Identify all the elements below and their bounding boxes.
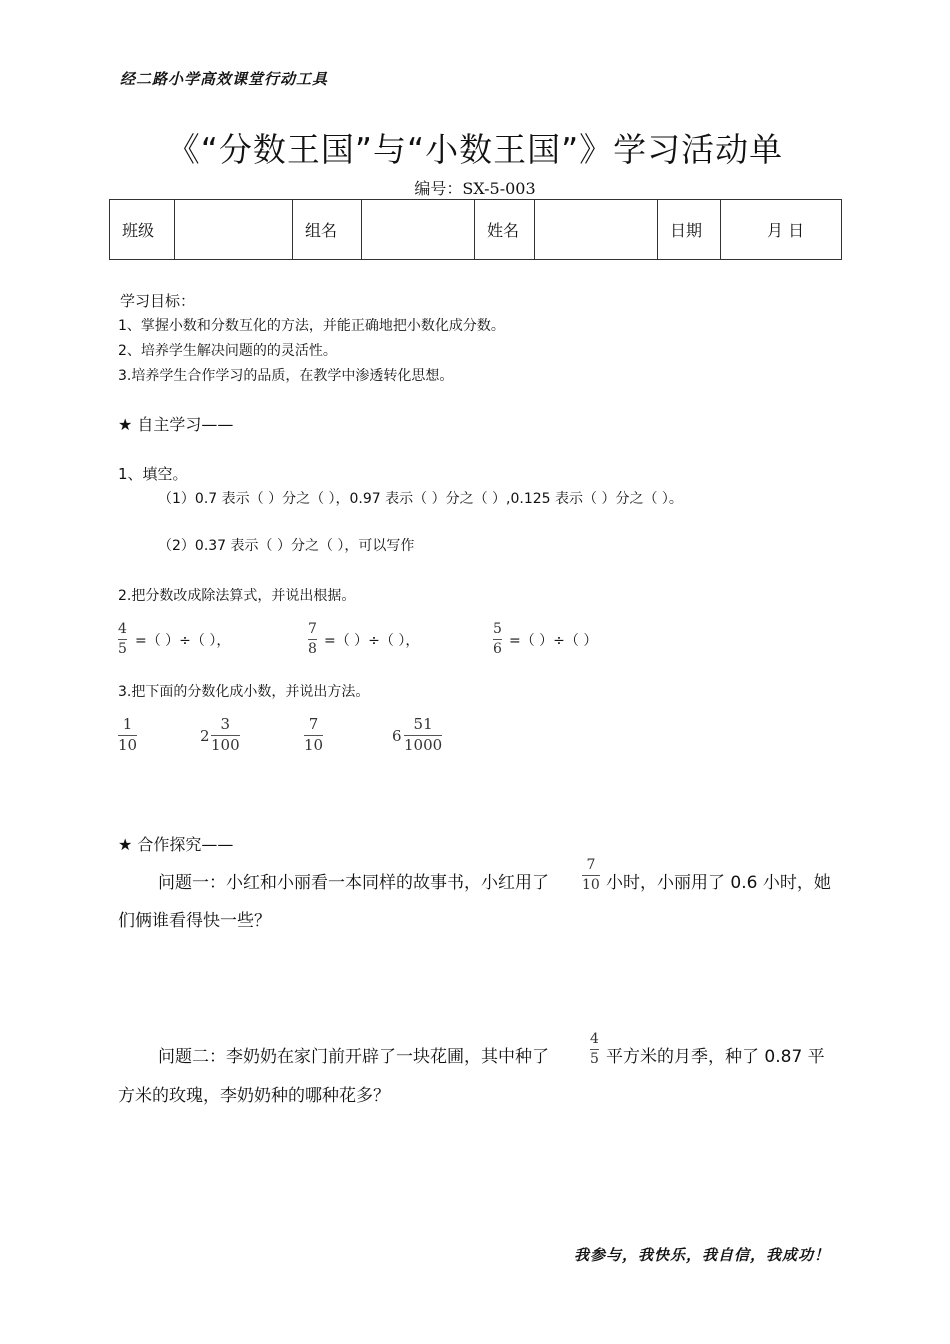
footer-slogan: 我参与，我快乐，我自信，我成功！	[573, 1246, 830, 1264]
denominator: 5	[118, 641, 127, 657]
numerator: 7	[586, 857, 596, 873]
q3-fraction-1	[118, 717, 137, 753]
q1-title: 1、填空。	[118, 465, 188, 483]
numerator: 4	[590, 1031, 599, 1047]
q2-fraction-1	[118, 622, 127, 656]
q3-whole-2: 2	[200, 727, 210, 745]
problem-1-text: 问题一：小红和小丽看一本同样的故事书，小红用了	[158, 873, 549, 893]
date-label: 日期	[658, 200, 721, 260]
q2-fraction-2	[308, 622, 317, 656]
page-title: 《“分数王国”与“小数王国”》学习活动单	[166, 130, 784, 169]
q3-fraction-2	[211, 717, 240, 753]
cooperation-heading: ★ 合作探究——	[118, 835, 234, 854]
problem-2-text-after: 平方米的月季，种了 0.87 平	[606, 1047, 825, 1067]
self-study-heading: ★ 自主学习——	[118, 415, 234, 434]
denominator: 5	[590, 1051, 599, 1067]
numerator: 7	[308, 715, 319, 733]
problem-2-fraction	[590, 1032, 599, 1066]
name-field[interactable]	[535, 200, 658, 260]
denominator: 10	[304, 736, 324, 754]
name-label: 姓名	[475, 200, 535, 260]
problem-1-text-after: 小时，小丽用了 0.6 小时，她	[606, 873, 831, 893]
denominator: 6	[493, 641, 502, 657]
numerator: 7	[308, 621, 317, 637]
q3-title: 3.把下面的分数化成小数，并说出方法。	[118, 684, 370, 700]
q2-expression-1: =（ ）÷（ ），	[135, 633, 231, 649]
class-label: 班级	[110, 200, 175, 260]
numerator: 3	[220, 715, 231, 733]
date-field[interactable]: 月 日	[721, 200, 842, 260]
q1-line-2: （2）0.37 表示（ ）分之（ ），可以写作	[158, 538, 415, 554]
problem-2-line-2: 方米的玫瑰，李奶奶种的哪种花多？	[118, 1086, 390, 1106]
denominator: 8	[308, 641, 317, 657]
q3-whole-4: 6	[392, 727, 402, 745]
numerator: 4	[118, 621, 127, 637]
group-field[interactable]	[362, 200, 475, 260]
q2-fraction-3	[493, 622, 502, 656]
goal-item-2: 2、培养学生解决问题的的灵活性。	[118, 343, 337, 359]
denominator: 10	[582, 877, 600, 893]
problem-1-line-2: 们俩谁看得快一些？	[118, 911, 271, 931]
problem-1-fraction	[582, 858, 600, 892]
numerator: 1	[122, 715, 133, 733]
problem-2-text: 问题二：李奶奶在家门前开辟了一块花圃，其中种了	[158, 1047, 549, 1067]
denominator: 10	[118, 736, 138, 754]
q3-fraction-4	[404, 717, 442, 753]
goal-item-3: 3.培养学生合作学习的品质，在教学中渗透转化思想。	[118, 368, 454, 384]
denominator: 1000	[404, 736, 443, 754]
goal-item-1: 1、掌握小数和分数互化的方法，并能正确地把小数化成分数。	[118, 318, 505, 334]
document-code: 编号：SX-5-003	[414, 179, 536, 198]
group-label: 组名	[293, 200, 362, 260]
q2-expression-3: =（ ）÷（ ）	[509, 633, 598, 649]
class-field[interactable]	[175, 200, 293, 260]
q2-expression-2: =（ ）÷（ ），	[324, 633, 420, 649]
q2-title: 2.把分数改成除法算式，并说出根据。	[118, 588, 356, 604]
denominator: 100	[211, 736, 240, 754]
school-header: 经二路小学高效课堂行动工具	[120, 70, 329, 88]
q1-line-1: （1）0.7 表示（ ）分之（ ），0.97 表示（ ）分之（ ）,0.125 表示（ ）分之（ ）。	[158, 491, 683, 507]
numerator: 5	[493, 621, 502, 637]
goals-heading: 学习目标：	[120, 292, 196, 310]
info-table	[109, 199, 842, 260]
q3-fraction-3	[304, 717, 323, 753]
numerator: 51	[413, 715, 433, 733]
